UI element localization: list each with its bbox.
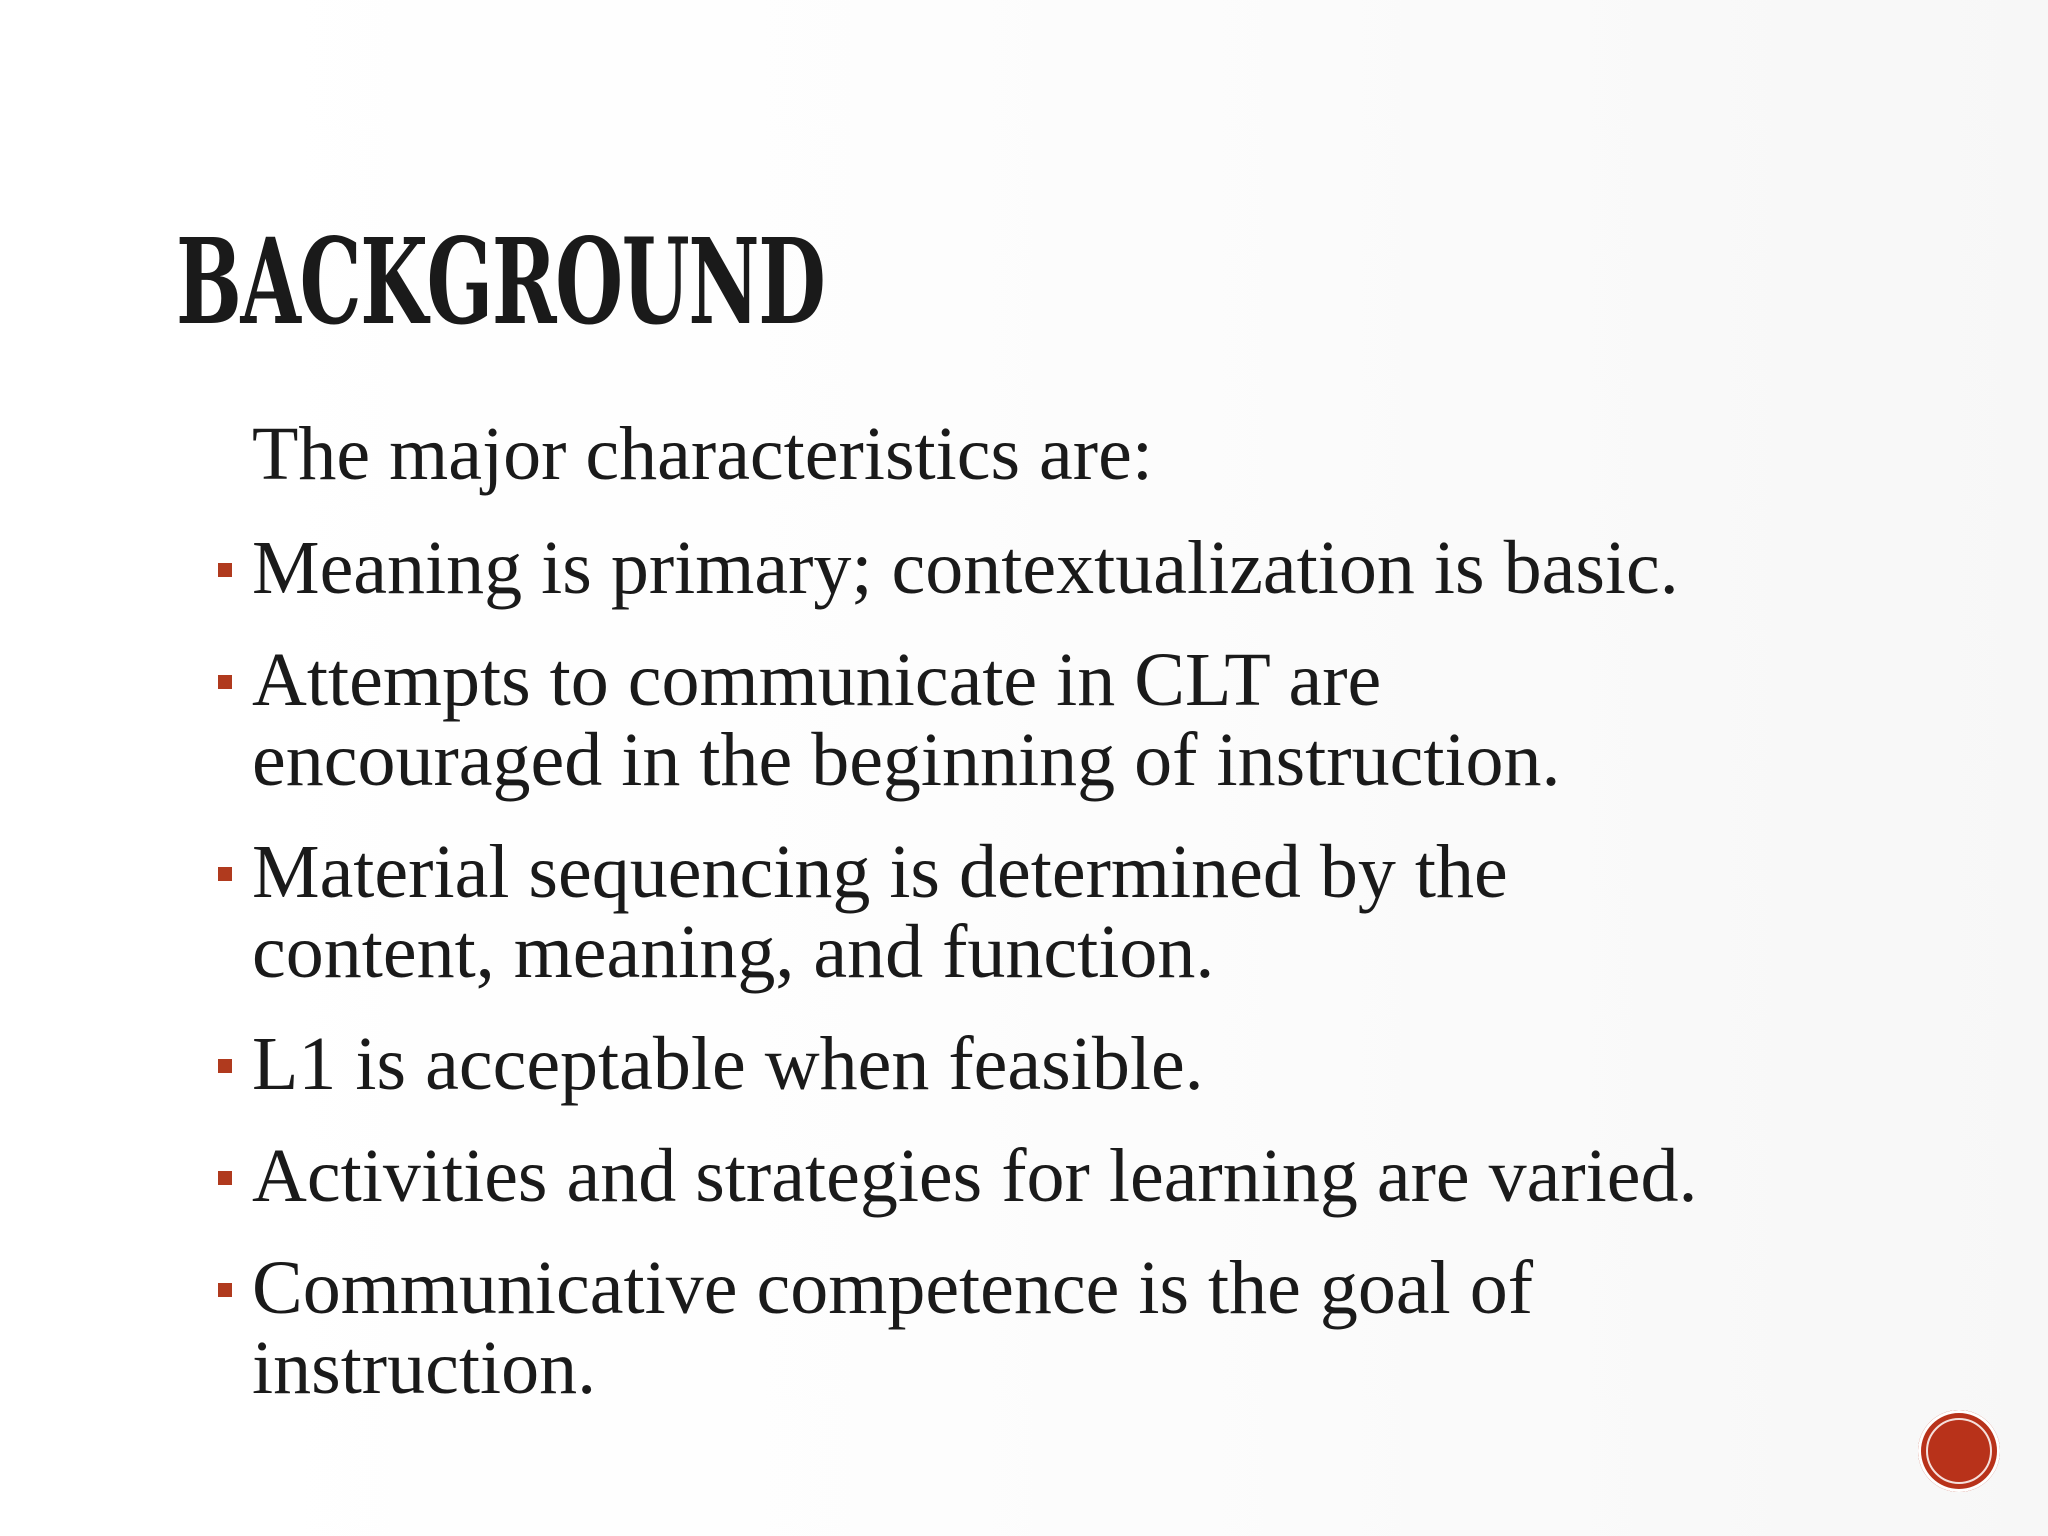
bullet-item <box>212 1136 2048 1216</box>
square-bullet-icon <box>218 1059 232 1073</box>
bullet-text: Meaning is primary; contextualization is basic. <box>252 526 1679 610</box>
bullet-text: Material sequencing is determined by the content, meaning, and function. <box>252 830 1508 994</box>
bullet-text: L1 is acceptable when feasible. <box>252 1022 1204 1106</box>
bullet-text: Activities and strategies for learning are varied. <box>252 1134 1698 1218</box>
square-bullet-icon <box>218 1283 232 1297</box>
bullet-item <box>212 528 1812 608</box>
nav-button-ring <box>1926 1418 1992 1484</box>
circle-nav-icon[interactable] <box>1918 1410 2000 1492</box>
square-bullet-icon <box>218 867 232 881</box>
bullet-text: Attempts to communicate in CLT are encouraged in the beginning of instruction. <box>252 638 1561 802</box>
slide-title: BACKGROUND <box>176 212 825 351</box>
square-bullet-icon <box>218 675 232 689</box>
bullet-item <box>212 640 1652 800</box>
bullet-item <box>212 1248 1732 1408</box>
square-bullet-icon <box>218 563 232 577</box>
square-bullet-icon <box>218 1171 232 1185</box>
bullet-text: Communicative competence is the goal of instruction. <box>252 1246 1534 1410</box>
bullet-list <box>212 528 2012 1440</box>
bullet-item <box>212 832 1732 992</box>
intro-text: The major characteristics are: <box>252 412 1153 496</box>
bullet-item <box>212 1024 1812 1104</box>
